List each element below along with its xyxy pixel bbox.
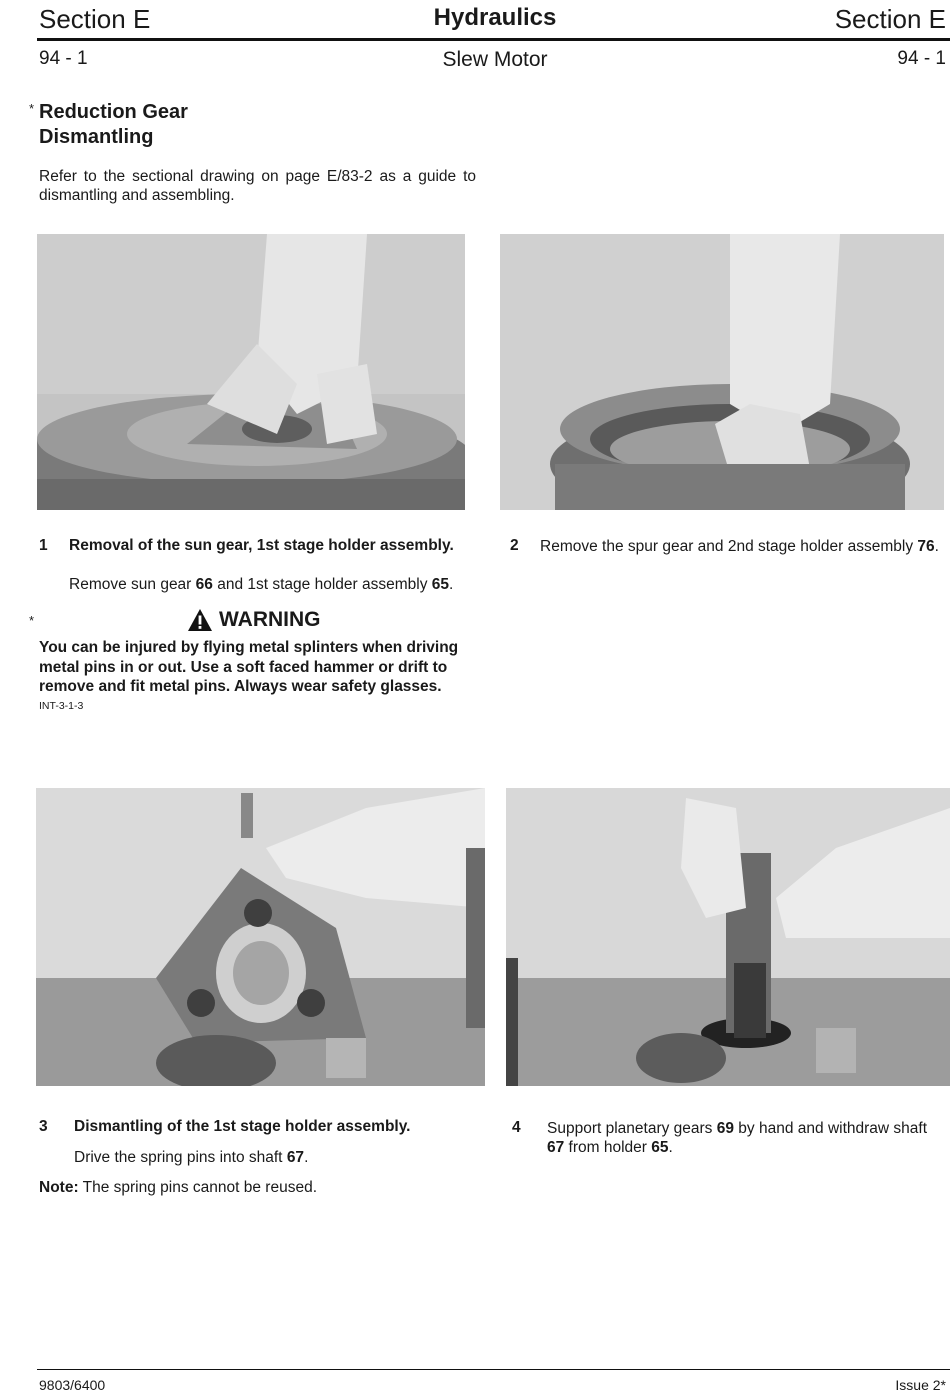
page-number-right: 94 - 1 <box>897 48 946 69</box>
step-4-ref-b: 67 <box>547 1139 565 1156</box>
photo-2-illustration <box>500 234 944 510</box>
step-2-number: 2 <box>510 537 519 554</box>
step-3-text <box>74 1148 308 1167</box>
step-3-ref-a: 67 <box>286 1149 305 1166</box>
step-2-ref-a: 76 <box>917 538 935 555</box>
step-1-ref-a: 66 <box>195 576 213 593</box>
section-label-left: Section E <box>39 4 151 34</box>
page-number-left: 94 - 1 <box>39 48 88 69</box>
section-heading <box>39 100 188 150</box>
heading-line-2: Dismantling <box>39 126 154 148</box>
step-1-text <box>69 575 453 594</box>
step-2-text-b: . <box>934 538 939 555</box>
step-4-number: 4 <box>512 1119 521 1136</box>
photo-1-illustration <box>37 234 465 510</box>
note-label: Note: <box>39 1179 79 1196</box>
warning-code: INT-3-1-3 <box>39 700 84 712</box>
photo-spur-gear-removal <box>500 234 944 510</box>
step-4-ref-a: 69 <box>716 1120 734 1137</box>
step-1-title: Removal of the sun gear, 1st stage holder assembly. <box>69 537 454 554</box>
document-number: 9803/6400 <box>39 1377 106 1393</box>
step-4-ref-c: 65 <box>651 1139 669 1156</box>
step-1-text-a: Remove sun gear <box>69 576 196 593</box>
photo-3-illustration <box>36 788 485 1086</box>
page-subtitle: Slew Motor <box>442 48 548 71</box>
step-2-text <box>540 537 944 556</box>
step-4-text-a: Support planetary gears <box>547 1120 717 1137</box>
warning-body: You can be injured by flying metal splinters when driving metal pins in or out. Use a soft faced hammer or drift to remove and fit metal pins. Always wear safety glasses. <box>39 639 459 695</box>
step-3-text-a: Drive the spring pins into shaft <box>74 1149 287 1166</box>
warning-title <box>187 608 321 632</box>
page-title: Hydraulics <box>433 4 557 31</box>
step-3-text-b: . <box>304 1149 309 1166</box>
photo-holder-dismantling <box>36 788 485 1086</box>
photo-shaft-withdrawal <box>506 788 950 1086</box>
step-1-text-c: . <box>449 576 454 593</box>
step-4-text-c: from holder <box>564 1139 652 1156</box>
warning-triangle-icon <box>187 608 213 632</box>
step-1-text-b: and 1st stage holder assembly <box>212 576 432 593</box>
issue-number: Issue 2* <box>895 1377 946 1393</box>
step-4-text-d: . <box>668 1139 673 1156</box>
step-4-text-b: by hand and withdraw shaft <box>734 1120 928 1137</box>
header-rule <box>37 38 950 41</box>
note-text: The spring pins cannot be reused. <box>78 1179 318 1196</box>
photo-4-illustration <box>506 788 950 1086</box>
step-3-title: Dismantling of the 1st stage holder assembly. <box>74 1118 411 1135</box>
step-1-number: 1 <box>39 537 48 554</box>
step-1-ref-b: 65 <box>431 576 450 593</box>
step-2-text-a: Remove the spur gear and 2nd stage holder assembly <box>540 538 918 555</box>
step-3-number: 3 <box>39 1118 48 1135</box>
intro-paragraph: Refer to the sectional drawing on page E/83-2 as a guide to dismantling and assembling. <box>39 168 476 204</box>
heading-line-1: Reduction Gear <box>39 101 188 123</box>
footer-rule <box>37 1369 950 1370</box>
step-4-text <box>547 1119 947 1157</box>
warning-amendment-mark: * <box>29 613 35 628</box>
photo-sun-gear-removal <box>37 234 465 510</box>
warning-title-text: WARNING <box>219 608 321 631</box>
section-label-right: Section E <box>834 4 946 34</box>
amendment-mark: * <box>29 101 35 116</box>
step-3-note <box>39 1178 317 1197</box>
